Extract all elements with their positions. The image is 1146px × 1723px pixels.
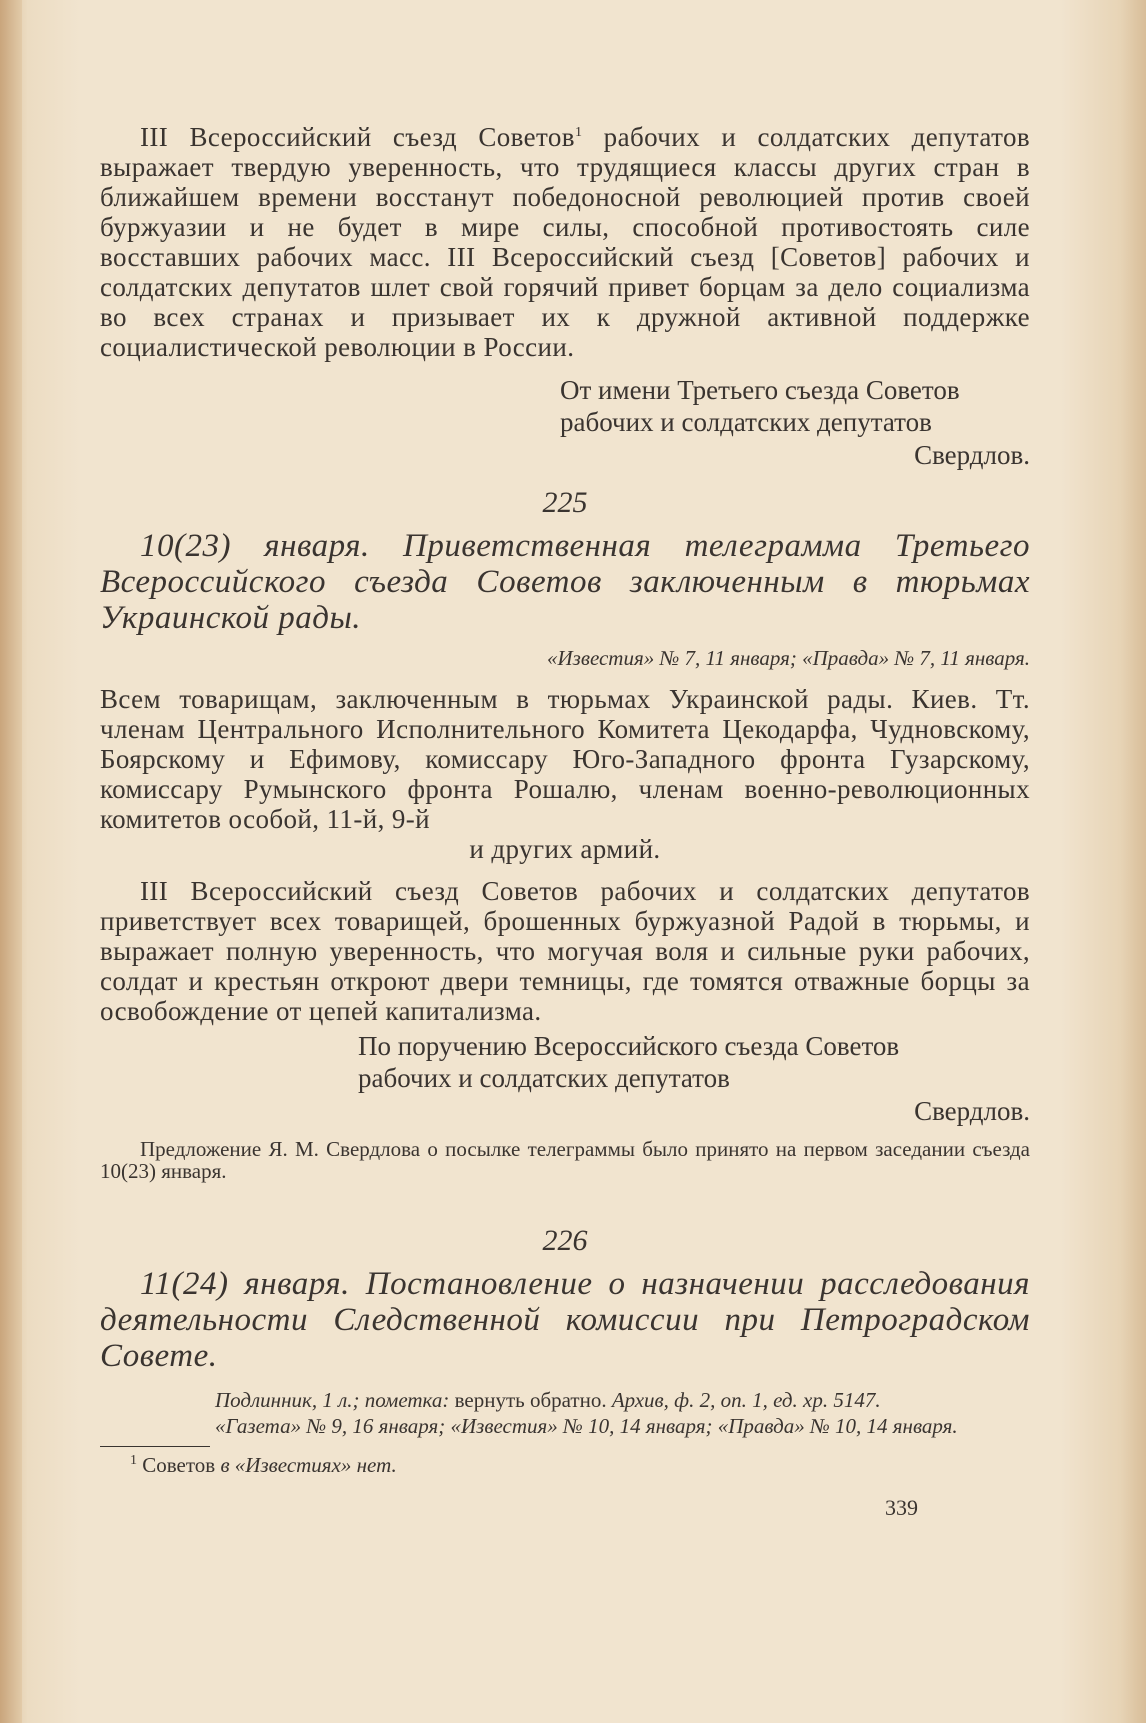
doc224-paragraph: III Всероссийский съезд Советов$^1$ рабочих и солдатских депутатов выражает твердую уверенность, что трудящиеся классы других стран в ближайшем времени восстанут победоносной революцией против своей буржуазии и не будет в мире силы, способной противостоять силе восставших рабочих масс. III Всероссийский съезд [Советов] рабочих и солдатских депутатов шлет свой горячий привет борцам за дело социализма во всех странах и призывает их к дружной активной поддержке социалистической революции в России. [100, 122, 1031, 362]
doc226-sources [100, 1388, 1030, 1438]
doc225-number: 225 [542, 486, 588, 519]
signature-line-2: рабочих и солдатских депутатов [358, 1063, 730, 1093]
doc225-heading: 10(23) января. Приветственная телеграмма Третьего Всероссийского съезда Советов заключенным в тюрьмах Украинской рады. [100, 528, 1030, 636]
page-content [100, 118, 1030, 1478]
doc226-heading: 11(24) января. Постановление о назначении расследования деятельности Следственной комиссии при Петроградском Совете. [100, 1266, 1030, 1374]
book-spine-shadow [0, 0, 22, 1723]
doc224-signature [100, 374, 1030, 472]
doc226-source-2: «Газета» № 9, 16 января; «Известия» № 10, 14 января; «Правда» № 10, 14 января. [215, 1414, 958, 1438]
doc226-source-1: Подлинник, 1 л.; пометка: вернуть обратно. Архив, ф. 2, оп. 1, ед. хр. 5147. [215, 1388, 881, 1412]
doc226-number: 226 [542, 1224, 588, 1257]
doc225-editorial-note: Предложение Я. М. Свердлова о посылке телеграммы было принято на первом заседании съезда 10(23) января. [100, 1137, 1030, 1183]
footnote-divider [100, 1446, 210, 1447]
page-number: 339 [885, 1495, 918, 1520]
signature-line-2: рабочих и солдатских депутатов [560, 407, 932, 437]
footnote: $^1$ Советов в «Известиях» нет. [130, 1453, 397, 1477]
doc225-source: «Известия» № 7, 11 января; «Правда» № 7, 11 января. [546, 646, 1030, 670]
doc225-signature [100, 1030, 1030, 1128]
doc225-paragraph: III Всероссийский съезд Советов рабочих и солдатских депутатов приветствует всех товарищей, брошенных буржуазной Радой в тюрьмы, и выражает полную уверенность, что могучая воля и сильные руки рабочих, солдат и крестьян откроют двери темницы, где томятся отважные борцы за освобождение от цепей капитализма. [100, 876, 1030, 1026]
signature-name: Свердлов. [914, 1096, 1030, 1126]
signature-line-1: По поручению Всероссийского съезда Советов [358, 1031, 900, 1061]
doc225-address: Всем товарищам, заключенным в тюрьмах Украинской рады. Киев. Тт. членам Центрального Исполнительного Комитета Цекодарфа, Чудновскому, Боярскому и Ефимову, комиссару Юго-Западного фронта Гузарскому, комиссару Румынского фронта Рошалю, членам военно-революционных комитетов особой, 11-й, 9-й [100, 684, 1030, 834]
signature-line-1: От имени Третьего съезда Советов [560, 375, 960, 405]
signature-name: Свердлов. [914, 440, 1030, 470]
doc225-address-last: и других армий. [469, 834, 661, 864]
footnote-ref: 1 [574, 125, 583, 140]
